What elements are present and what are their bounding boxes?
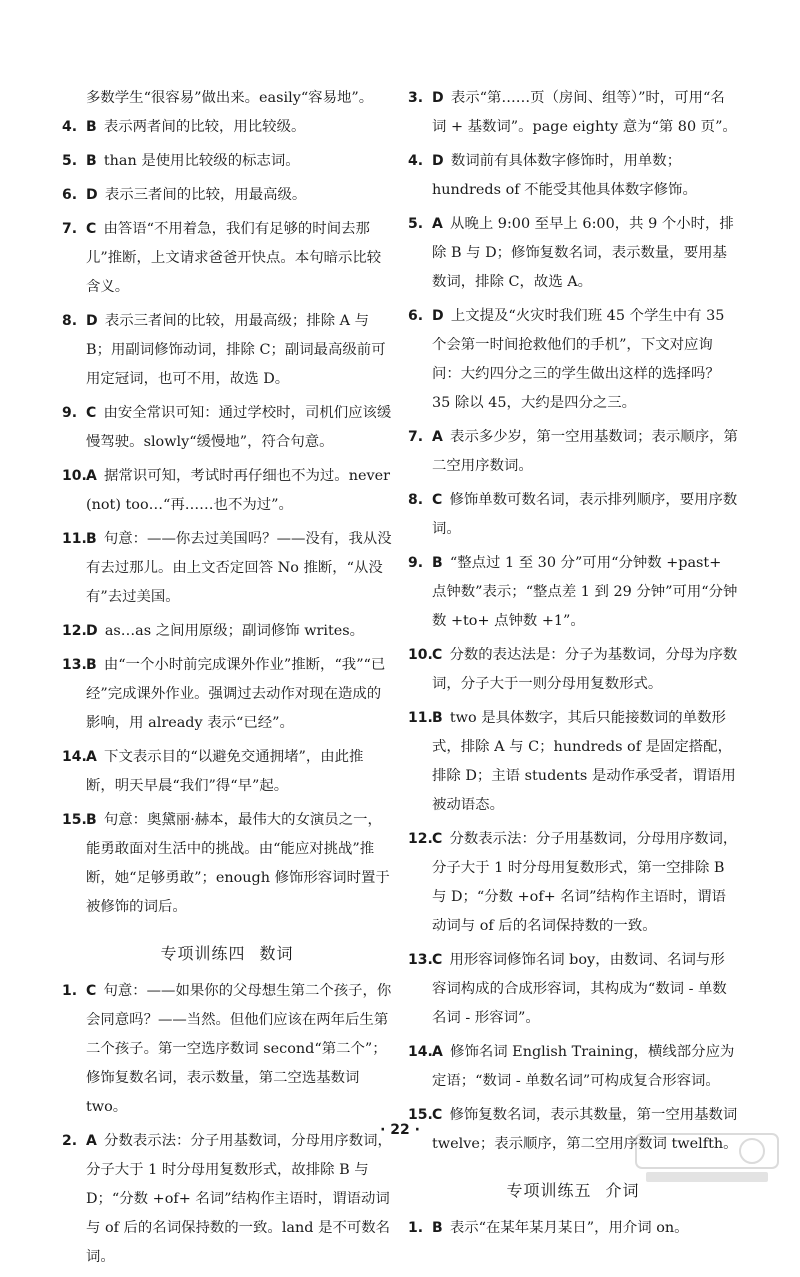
- item-number: 8.: [408, 492, 424, 508]
- answer-item: [62, 215, 392, 302]
- watermark-logo: [632, 1130, 782, 1186]
- item-body: [408, 423, 738, 481]
- item-number: 14.: [62, 749, 87, 765]
- item-body: [62, 977, 392, 1122]
- answer-letter: B: [432, 555, 443, 571]
- explanation-text: 表示多少岁，第一空用基数词；表示顺序，第二空用序数词。: [432, 429, 738, 474]
- answer-letter: C: [432, 647, 443, 663]
- explanation-text: 表示两者间的比较，用比较级。: [103, 119, 306, 135]
- answer-item: [408, 704, 738, 820]
- answer-letter: B: [86, 531, 97, 547]
- answer-letter: A: [432, 429, 443, 445]
- answer-letter: A: [432, 216, 443, 232]
- answer-item: [62, 147, 392, 176]
- item-number: 15.: [62, 812, 87, 828]
- item-number: 3.: [408, 90, 424, 106]
- item-number: 14.: [408, 1044, 433, 1060]
- answer-item: [62, 113, 392, 142]
- answer-letter: C: [86, 405, 97, 421]
- item-number: 7.: [62, 221, 78, 237]
- answer-letter: D: [432, 90, 444, 106]
- answer-item: [408, 302, 738, 418]
- item-number: 7.: [408, 429, 424, 445]
- item-body: [62, 651, 392, 738]
- answer-letter: C: [86, 983, 97, 999]
- answer-letter: D: [432, 308, 444, 324]
- answer-letter: D: [86, 623, 98, 639]
- explanation-text: 分数表示法：分子用基数词，分母用序数词，分子大于 1 时分母用复数形式，第一空排除 B 与 D；“分数 +of+ 名词”结构作主语时，谓语动词与 of 后的名词保持数的一致。: [432, 831, 738, 934]
- answer-item: [62, 307, 392, 394]
- answer-letter: B: [86, 119, 97, 135]
- item-number: 6.: [62, 187, 78, 203]
- answer-item: [408, 1038, 738, 1096]
- item-body: [62, 181, 392, 210]
- answer-letter: D: [86, 313, 98, 329]
- item-body: [408, 549, 738, 636]
- item-body: [408, 84, 738, 142]
- answer-item: [62, 617, 392, 646]
- explanation-text: 表示三者间的比较，用最高级。: [104, 187, 307, 203]
- item-number: 13.: [408, 952, 433, 968]
- answer-letter: C: [432, 952, 443, 968]
- answer-item: [408, 84, 738, 142]
- answer-letter: B: [86, 657, 97, 673]
- item-number: 11.: [62, 531, 87, 547]
- item-body: [62, 806, 392, 922]
- item-number: 9.: [62, 405, 78, 421]
- explanation-text: 分数表示法：分子用基数词，分母用序数词，分子大于 1 时分母用复数形式，故排除 B 与 D；“分数 +of+ 名词”结构作主语时，谓语动词与 of 后的名词保持数的一致。land 是不可数名词。: [86, 1133, 392, 1265]
- item-body: [408, 210, 738, 297]
- answer-item: [62, 462, 392, 520]
- explanation-text: 句意：——你去过美国吗？——没有，我从没有去过那儿。由上文否定回答 No 推断，“从没有”去过美国。: [86, 531, 392, 605]
- item-body: [62, 617, 392, 646]
- item-body: [62, 113, 392, 142]
- answer-letter: A: [86, 1133, 97, 1149]
- item-number: 4.: [62, 119, 78, 135]
- answer-list: [408, 1214, 738, 1248]
- answer-list: [62, 113, 392, 927]
- answer-letter: C: [86, 221, 97, 237]
- explanation-text: 表示“第……页（房间、组等）”时，可用“名词 + 基数词”。page eighty 意为“第 80 页”。: [432, 90, 737, 135]
- explanation-text: 由“一个小时前完成课外作业”推断，“我”“已经”完成课外作业。强调过去动作对现在造成的影响，用 already 表示“已经”。: [86, 657, 386, 731]
- answer-letter: C: [432, 492, 443, 508]
- section-heading: [62, 939, 392, 969]
- item-number: 1.: [62, 983, 78, 999]
- item-number: 6.: [408, 308, 424, 324]
- explanation-text: 数词前有具体数字修饰时，用单数；hundreds of 不能受其他具体数字修饰。: [432, 153, 697, 198]
- answer-item: [408, 210, 738, 297]
- item-number: 12.: [62, 623, 87, 639]
- explanation-text: 句意：奥黛丽·赫本，最伟大的女演员之一，能勇敢面对生活中的挑战。由“能应对挑战”推断，她“足够勇敢”；enough 修饰形容词时置于被修饰的词后。: [86, 812, 390, 915]
- explanation-text: 分数的表达法是：分子为基数词，分母为序数词，分子大于一则分母用复数形式。: [432, 647, 738, 692]
- item-body: [62, 307, 392, 394]
- item-body: [408, 641, 738, 699]
- continuation-text: 多数学生“很容易”做出来。easily“容易地”。: [86, 90, 374, 106]
- item-body: [408, 302, 738, 418]
- answer-item: [62, 525, 392, 612]
- item-number: 9.: [408, 555, 424, 571]
- answer-item: [62, 399, 392, 457]
- answer-item: [62, 651, 392, 738]
- explanation-text: 据常识可知，考试时再仔细也不为过。never (not) too…“再……也不为过”。: [86, 468, 390, 513]
- item-number: 10.: [408, 647, 433, 663]
- answer-item: [408, 486, 738, 544]
- explanation-text: “整点过 1 至 30 分”可用“分钟数 +past+ 点钟数”表示；“整点差 1 到 29 分钟”可用“分钟数 +to+ 点钟数 +1”。: [432, 555, 738, 629]
- answer-item: [408, 946, 738, 1033]
- explanation-text: 修饰名词 English Training，横线部分应为定语；“数词 - 单数名词”可构成复合形容词。: [432, 1044, 735, 1089]
- explanation-text: 修饰单数可数名词，表示排列顺序，要用序数词。: [432, 492, 738, 537]
- answer-letter: C: [432, 1107, 443, 1123]
- item-number: 12.: [408, 831, 433, 847]
- explanation-text: 由答语“不用着急，我们有足够的时间去那儿”推断，上文请求爸爸开快点。本句暗示比较含义。: [86, 221, 382, 295]
- item-number: 10.: [62, 468, 87, 484]
- item-number: 4.: [408, 153, 424, 169]
- left-column: [62, 84, 392, 1277]
- item-body: [408, 704, 738, 820]
- answer-letter: D: [86, 187, 98, 203]
- item-number: 2.: [62, 1133, 78, 1149]
- item-body: [408, 825, 738, 941]
- answer-item: [408, 825, 738, 941]
- answer-item: [408, 423, 738, 481]
- explanation-text: 句意：——如果你的父母想生第二个孩子，你会同意吗？——当然。但他们应该在两年后生第二个孩子。第一空选序数词 second“第二个”；修饰复数名词，表示数量，第二空选基数词 two。: [86, 983, 392, 1115]
- answer-item: [408, 641, 738, 699]
- section-subtitle: 数词: [259, 944, 294, 963]
- answer-letter: A: [86, 749, 97, 765]
- section-title: 专项训练五: [506, 1181, 592, 1200]
- answer-letter: B: [86, 153, 97, 169]
- answer-item: [408, 549, 738, 636]
- answer-letter: D: [432, 153, 444, 169]
- section-subtitle: 介词: [605, 1181, 640, 1200]
- item-body: [62, 525, 392, 612]
- section-title: 专项训练四: [160, 944, 246, 963]
- explanation-text: 用形容词修饰名词 boy，由数词、名词与形容词构成的合成形容词，其构成为“数词 - 单数名词 - 形容词”。: [432, 952, 727, 1026]
- answer-letter: A: [86, 468, 97, 484]
- explanation-text: 下文表示目的“以避免交通拥堵”，由此推断，明天早晨“我们”得“早”起。: [86, 749, 364, 794]
- answer-item: [408, 1214, 738, 1243]
- answer-item: [62, 977, 392, 1122]
- answer-item: [62, 743, 392, 801]
- item-number: 8.: [62, 313, 78, 329]
- item-number: 15.: [408, 1107, 433, 1123]
- item-body: [408, 946, 738, 1033]
- item-body: [408, 486, 738, 544]
- explanation-text: 从晚上 9:00 至早上 6:00，共 9 个小时，排除 B 与 D；修饰复数名词，表示数量，要用基数词，排除 C，故选 A。: [432, 216, 734, 290]
- explanation-text: as…as 之间用原级；副词修饰 writes。: [104, 623, 365, 639]
- explanation-text: 由安全常识可知：通过学校时，司机们应该缓慢驾驶。slowly“缓慢地”，符合句意。: [86, 405, 392, 450]
- explanation-text: 上文提及“火灾时我们班 45 个学生中有 35 个会第一时间抢救他们的手机”，下文对应询问：大约四分之三的学生做出这样的选择吗？ 35 除以 45，大约是四分之三。: [432, 308, 725, 411]
- item-number: 5.: [408, 216, 424, 232]
- answer-letter: A: [432, 1044, 443, 1060]
- explanation-text: than 是使用比较级的标志词。: [103, 153, 300, 169]
- explanation-text: 修饰复数名词，表示其数量，第一空用基数词 twelve；表示顺序，第二空用序数词 twelfth。: [432, 1107, 738, 1152]
- answer-item: [62, 181, 392, 210]
- item-body: [62, 462, 392, 520]
- right-column: [408, 84, 738, 1248]
- answer-letter: B: [432, 710, 443, 726]
- answer-list: [408, 84, 738, 1164]
- continuation-paragraph: [62, 84, 392, 113]
- item-number: 5.: [62, 153, 78, 169]
- item-body: [62, 147, 392, 176]
- answer-item: [408, 147, 738, 205]
- item-body: [62, 743, 392, 801]
- item-number: 1.: [408, 1220, 424, 1236]
- answer-letter: B: [432, 1220, 443, 1236]
- explanation-text: two 是具体数字，其后只能接数词的单数形式，排除 A 与 C；hundreds of 是固定搭配，排除 D；主语 students 是动作承受者，谓语用被动语态。: [432, 710, 736, 813]
- item-number: 13.: [62, 657, 87, 673]
- item-body: [408, 1214, 738, 1243]
- answer-letter: B: [86, 812, 97, 828]
- item-number: 11.: [408, 710, 433, 726]
- item-body: [62, 215, 392, 302]
- answer-item: [62, 806, 392, 922]
- page-number: · 22 ·: [380, 1122, 420, 1138]
- explanation-text: 表示三者间的比较，用最高级；排除 A 与 B；用副词修饰动词，排除 C；副词最高级前可用定冠词，也可不用，故选 D。: [86, 313, 386, 387]
- item-body: [408, 1038, 738, 1096]
- explanation-text: 表示“在某年某月某日”，用介词 on。: [449, 1220, 689, 1236]
- item-body: [62, 399, 392, 457]
- item-body: [408, 147, 738, 205]
- answer-letter: C: [432, 831, 443, 847]
